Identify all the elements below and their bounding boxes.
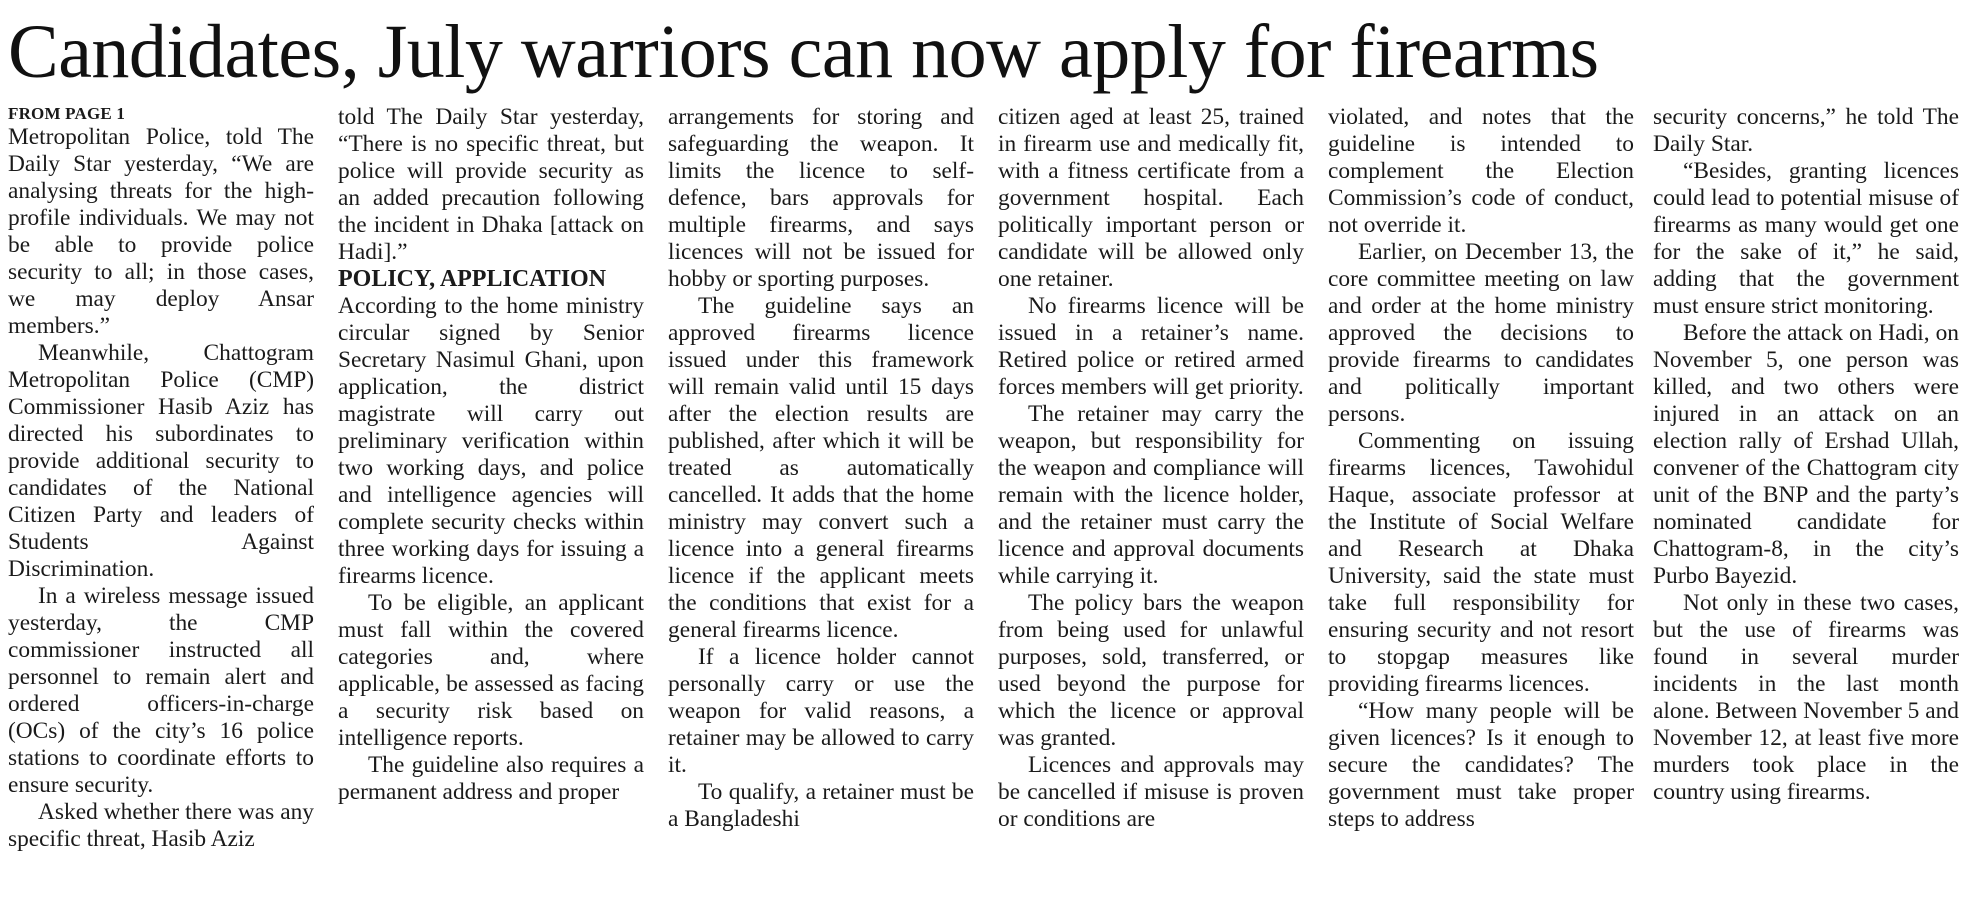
paragraph: “Besides, granting licences could lead to potential misuse of firearms as many would get one for the sake of it,” he said, adding that the government must ensure strict monitoring.: [1653, 158, 1959, 319]
paragraph: According to the home ministry circular signed by Senior Secretary Nasimul Ghani, upon application, the district magistrate will carry out preliminary verification within two working days, and police and intelligence agencies will complete security checks within three working days for issuing a firearms licence.: [338, 293, 644, 589]
column-5: [1328, 104, 1634, 919]
paragraph: citizen aged at least 25, trained in firearm use and medically fit, with a fitness certificate from a government hospital. Each politically important person or candidate will be allowed only one retainer.: [998, 104, 1304, 292]
paragraph: To be eligible, an applicant must fall within the covered categories and, where applicable, be assessed as facing a security risk based on intelligence reports.: [338, 590, 644, 751]
column-6: [1653, 104, 1959, 919]
paragraph: Licences and approvals may be cancelled if misuse is proven or conditions are: [998, 752, 1304, 832]
paragraph: told The Daily Star yesterday, “There is no specific threat, but police will provide security as an added precaution following the incident in Dhaka [attack on Hadi].”: [338, 104, 644, 265]
paragraph: To qualify, a retainer must be a Bangladeshi: [668, 779, 974, 832]
paragraph: Metropolitan Police, told The Daily Star yesterday, “We are analysing threats for the high-profile individuals. We may not be able to provide police security to all; in those cases, we may deploy Ansar members.”: [8, 124, 314, 339]
paragraph: In a wireless message issued yesterday, the CMP commissioner instructed all personnel to remain alert and ordered officers-in-charge (OCs) of the city’s 16 police stations to coordinate efforts to ensure security.: [8, 583, 314, 798]
paragraph: Commenting on issuing firearms licences, Tawohidul Haque, associate professor at the Institute of Social Welfare and Research at Dhaka University, said the state must take full responsibility for ensuring security and not resort to stopgap measures like providing firearms licences.: [1328, 428, 1634, 697]
paragraph: Meanwhile, Chattogram Metropolitan Police (CMP) Commissioner Hasib Aziz has directed his subordinates to provide additional security to candidates of the National Citizen Party and leaders of Students Against Discrimination.: [8, 340, 314, 582]
column-3: [668, 104, 974, 919]
paragraph: violated, and notes that the guideline is intended to complement the Election Commission’s code of conduct, not override it.: [1328, 104, 1634, 238]
subhead: POLICY, APPLICATION: [338, 266, 607, 292]
paragraph: “How many people will be given licences? Is it enough to secure the candidates? The government must take proper steps to address: [1328, 698, 1634, 832]
kicker: FROM PAGE 1: [8, 104, 126, 123]
paragraph: Before the attack on Hadi, on November 5, one person was killed, and two others were injured in an attack on an election rally of Ershad Ullah, convener of the Chattogram city unit of the BNP and the party’s nominated candidate for Chattogram-8, in the city’s Purbo Bayezid.: [1653, 320, 1959, 589]
paragraph: Asked whether there was any specific threat, Hasib Aziz: [8, 799, 314, 852]
paragraph: The policy bars the weapon from being used for unlawful purposes, sold, transferred, or used beyond the purpose for which the licence or approval was granted.: [998, 590, 1304, 751]
article-body: [8, 104, 1960, 919]
paragraph: The guideline says an approved firearms licence issued under this framework will remain valid until 15 days after the election results are published, after which it will be treated as automatically cancelled. It adds that the home ministry may convert such a licence into a general firearms licence if the applicant meets the conditions that exist for a general firearms licence.: [668, 293, 974, 643]
column-2: [338, 104, 644, 919]
paragraph: If a licence holder cannot personally carry or use the weapon for valid reasons, a retainer may be allowed to carry it.: [668, 644, 974, 778]
paragraph: security concerns,” he told The Daily Star.: [1653, 104, 1959, 157]
paragraph: No firearms licence will be issued in a retainer’s name. Retired police or retired armed forces members will get priority.: [998, 293, 1304, 400]
paragraph: The guideline also requires a permanent address and proper: [338, 752, 644, 805]
paragraph: Not only in these two cases, but the use of firearms was found in several murder incidents in the last month alone. Between November 5 and November 12, at least five more murders took place in the country using firearms.: [1653, 590, 1959, 805]
paragraph: Earlier, on December 13, the core committee meeting on law and order at the home ministry approved the decisions to provide firearms to candidates and politically important persons.: [1328, 239, 1634, 427]
paragraph: The retainer may carry the weapon, but responsibility for the weapon and compliance will remain with the licence holder, and the retainer must carry the licence and approval documents while carrying it.: [998, 401, 1304, 589]
column-1: [8, 104, 314, 919]
column-4: [998, 104, 1304, 919]
headline: Candidates, July warriors can now apply for firearms: [8, 10, 1599, 94]
paragraph: arrangements for storing and safeguarding the weapon. It limits the licence to self-defence, bars approvals for multiple firearms, and says licences will not be issued for hobby or sporting purposes.: [668, 104, 974, 292]
